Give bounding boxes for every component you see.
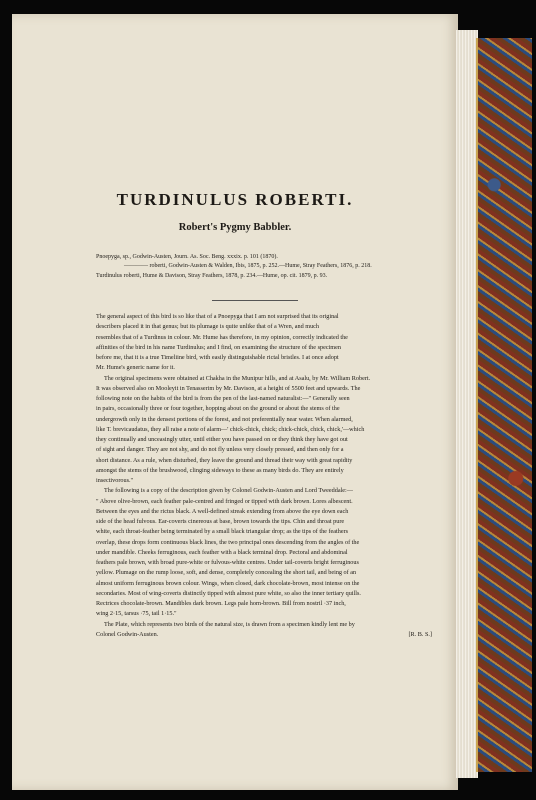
body-line: following note on the habits of the bird is from the pen of the last-named naturalist:—" Generally seen: [96, 395, 350, 402]
body-line: short distance. As a rule, when disturbed, they leave the ground and thread their way with great rapidity: [96, 456, 353, 464]
body-line: feathers pale brown, with broad pure-white or fulvous-white centres. Under tail-coverts bright ferruginous: [96, 559, 359, 566]
body-line: Mr. Hume's generic name for it.: [96, 364, 175, 372]
body-line: describers placed it in that genus; but its plumage is quite unlike that of a Wren, and much: [96, 323, 320, 331]
body-text: [96, 312, 432, 640]
page-title: TURDINULUS ROBERTI.: [116, 190, 354, 209]
common-name-subtitle: Robert's Pygmy Babbler.: [178, 222, 292, 233]
body-line: they continually and unceasingly utter, until either you have passed on or they think they have got out: [96, 436, 348, 443]
marbled-cover: [476, 38, 532, 772]
author-initials: [R. B. S.]: [408, 630, 432, 638]
closing-name: Colonel Godwin-Austen.: [96, 630, 159, 638]
body-line: like T. brevicaudatus, they all raise a note of alarm—' chick-chick, chick; chick-chick, chick, chick,'—which: [96, 425, 365, 433]
synonymy-line: ———— roberti, Godwin-Austen & Walden, Ibis, 1875, p. 252.—Hume, Stray Feathers, 1876, p. 218.: [124, 263, 372, 270]
body-line: yellow. Plumage on the rump loose, soft, and dense, completely concealing the short tail, and being of an: [96, 569, 357, 577]
body-line: " Above olive-brown, each feather pale-centred and fringed or tipped with dark brown. Lores albescent.: [96, 497, 353, 505]
body-line: amongst the stems of the brushwood, clinging sideways to these as many birds do. They are entirely: [96, 466, 344, 474]
body-line: secondaries. Most of wing-coverts distinctly tipped with almost pure white, so also the inner tertiary quills.: [96, 589, 361, 597]
book-page: [12, 14, 458, 790]
body-line: affinities of the bird in his name Turdinulus; and I find, on examining the structure of the specimen: [96, 343, 341, 351]
body-line: before me, that it is a true Timeliine bird, with easily distinguishable rictal bristles. I at once adopt: [96, 354, 339, 361]
body-line: insectivorous.": [96, 477, 134, 484]
body-line: overlap, these drops form continuous black lines, the two principal ones descending from the angles of the: [96, 538, 360, 546]
body-line: It was observed also on Mooleyit in Tenasserim by Mr. Davison, at a height of 5500 feet and upwards. The: [96, 384, 361, 392]
body-line: white, each throat-feather being terminated by a small black triangular drop; as the tips of the feathers: [96, 528, 349, 536]
body-line: under mandible. Cheeks ferruginous, each feather with a black terminal drop. Pectoral and abdominal: [96, 548, 348, 556]
body-line: wing 2·15, tarsus ·75, tail 1·15.": [96, 610, 177, 618]
page-content: [12, 14, 458, 790]
body-line: almost uniform ferruginous brown colour. Wings, when closed, dark chocolate-brown, most intense on the: [96, 579, 360, 587]
signature-line: [96, 630, 432, 640]
synonymy-line: Pnoepyga, sp., Godwin-Austen, Journ. As. Soc. Beng. xxxix. p. 101 (1870).: [96, 254, 278, 260]
body-line: The Plate, which represents two birds of the natural size, is drawn from a specimen kindly lent me by: [104, 620, 355, 628]
divider-rule: [212, 300, 298, 301]
body-line: Between the eyes and the rictus black. A well-defined streak extending from above the eye down each: [96, 507, 349, 515]
body-line: The general aspect of this bird is so like that of a Pnoepyga that I am not surprised that its original: [96, 313, 339, 320]
body-line: in pairs, occasionally three or four together, hopping about on the ground or about the stems of the: [96, 405, 340, 413]
body-line: The original specimens were obtained at Chakha in the Munipur hills, and at Asalu, by Mr. William Robert.: [104, 374, 371, 382]
synonymy-block: [96, 253, 426, 281]
page-edges: [456, 30, 478, 778]
body-line: undergrowth only in the densest portions of the forest, and not preferentially near water. When alarmed,: [96, 415, 353, 423]
body-line: of sight and danger. They are not shy, and do not fly unless very closely pressed, and then only for a: [96, 446, 344, 454]
body-line: Rectrices chocolate-brown. Mandibles dark brown. Legs pale horn-brown. Bill from nostril ·37 inch,: [96, 600, 346, 607]
body-line: resembles that of a Turdinus in colour. Mr. Hume has therefore, in my opinion, correctly indicated the: [96, 333, 348, 341]
synonymy-line: Turdinulus roberti, Hume & Davison, Stray Feathers, 1878, p. 234.—Hume, op. cit. 1879, p. 93.: [96, 272, 328, 279]
body-line: side of the head fulvous. Ear-coverts cinereous at base, brown towards the tips. Chin and throat pure: [96, 518, 345, 525]
body-line: The following is a copy of the description given by Colonel Godwin-Austen and Lord Tweeddale:—: [104, 487, 353, 495]
